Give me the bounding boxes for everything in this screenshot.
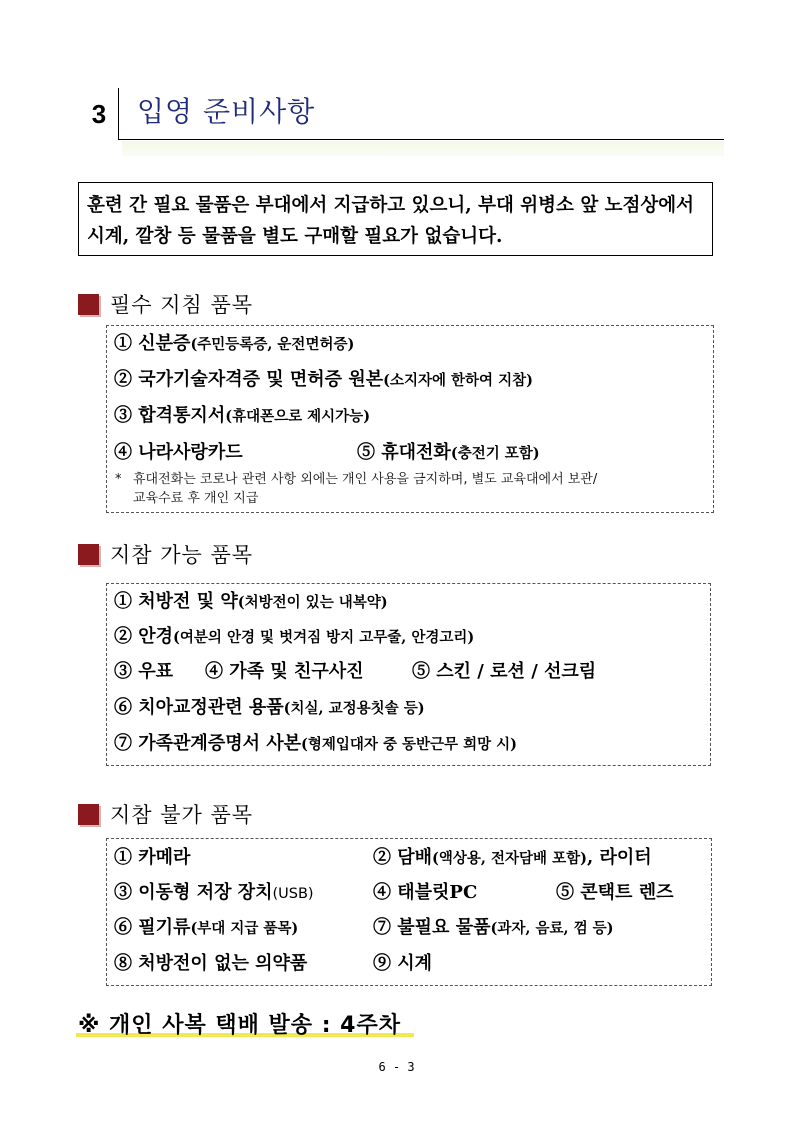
list-item: ⑧ 처방전이 없는 의약품 [114,953,308,974]
required-note-mark: * [115,472,122,487]
list-item: ④ 나라사랑카드 [114,442,243,463]
list-item: ③ 합격통지서(휴대폰으로 제시가능) [114,405,371,426]
list-item: ③ 이동형 저장 장치(USB) [114,882,314,903]
delivery-note: ※ 개인 사복 택배 발송 : 4주차 [78,1013,401,1038]
list-item: ② 담배(액상용, 전자담배 포함), 라이터 [373,847,652,868]
list-item: ⑥ 치아교정관련 용품(치실, 교정용칫솔 등) [114,697,425,718]
section-rule [118,139,724,140]
list-item: ⑤ 스킨 / 로션 / 선크림 [412,661,597,682]
list-item: ① 신분증(주민등록증, 운전면허증) [114,333,355,354]
list-item: ④ 가족 및 친구사진 [205,661,364,682]
notice-line-1: 훈련 간 필요 물품은 부대에서 지급하고 있으니, 부대 위병소 앞 노점상에서 [87,195,694,216]
section-title: 입영 준비사항 [137,95,316,128]
allowed-heading [78,539,253,569]
square-bullet-icon [78,544,99,565]
list-item: ② 안경(여분의 안경 및 벗겨짐 방지 고무줄, 안경고리) [114,626,475,647]
required-heading [78,289,253,319]
required-note-line-2: 교육수료 후 개인 지급 [133,491,259,506]
prohibited-heading [78,799,253,829]
page-number: 6 - 3 [378,1060,415,1074]
required-heading-label: 필수 지침 품목 [110,293,254,317]
list-item: ③ 우표 [114,661,174,682]
list-item: ④ 태블릿PC [373,882,478,903]
list-item: ⑦ 불필요 물품(과자, 음료, 껌 등) [373,917,614,938]
list-item: ⑨ 시계 [373,953,433,974]
square-bullet-icon [78,294,99,315]
list-item: ⑤ 휴대전화(충전기 포함) [357,442,540,463]
list-item: ⑤ 콘택트 렌즈 [556,882,674,903]
required-note-line-1: 휴대전화는 코로나 관련 사항 외에는 개인 사용을 금지하며, 별도 교육대에서 보관/ [133,472,598,487]
list-item: ⑥ 필기류(부대 지급 품목) [114,917,299,938]
section-number: 3 [80,88,119,140]
list-item: ② 국가기술자격증 및 면허증 원본(소지자에 한하여 지참) [114,369,533,390]
required-box [106,325,714,513]
list-item: ① 카메라 [114,847,191,868]
prohibited-box [106,838,712,986]
square-bullet-icon [78,804,99,825]
notice-line-2: 시계, 깔창 등 물품을 별도 구매할 필요가 없습니다. [87,226,503,247]
section-band [122,141,724,156]
list-item: ① 처방전 및 약(처방전이 있는 내복약) [114,591,388,612]
list-item: ⑦ 가족관계증명서 사본(형제입대자 중 동반근무 희망 시) [114,733,518,754]
prohibited-heading-label: 지참 불가 품목 [110,803,254,827]
notice-box [78,182,713,256]
allowed-heading-label: 지참 가능 품목 [110,543,254,567]
allowed-box [106,583,711,766]
